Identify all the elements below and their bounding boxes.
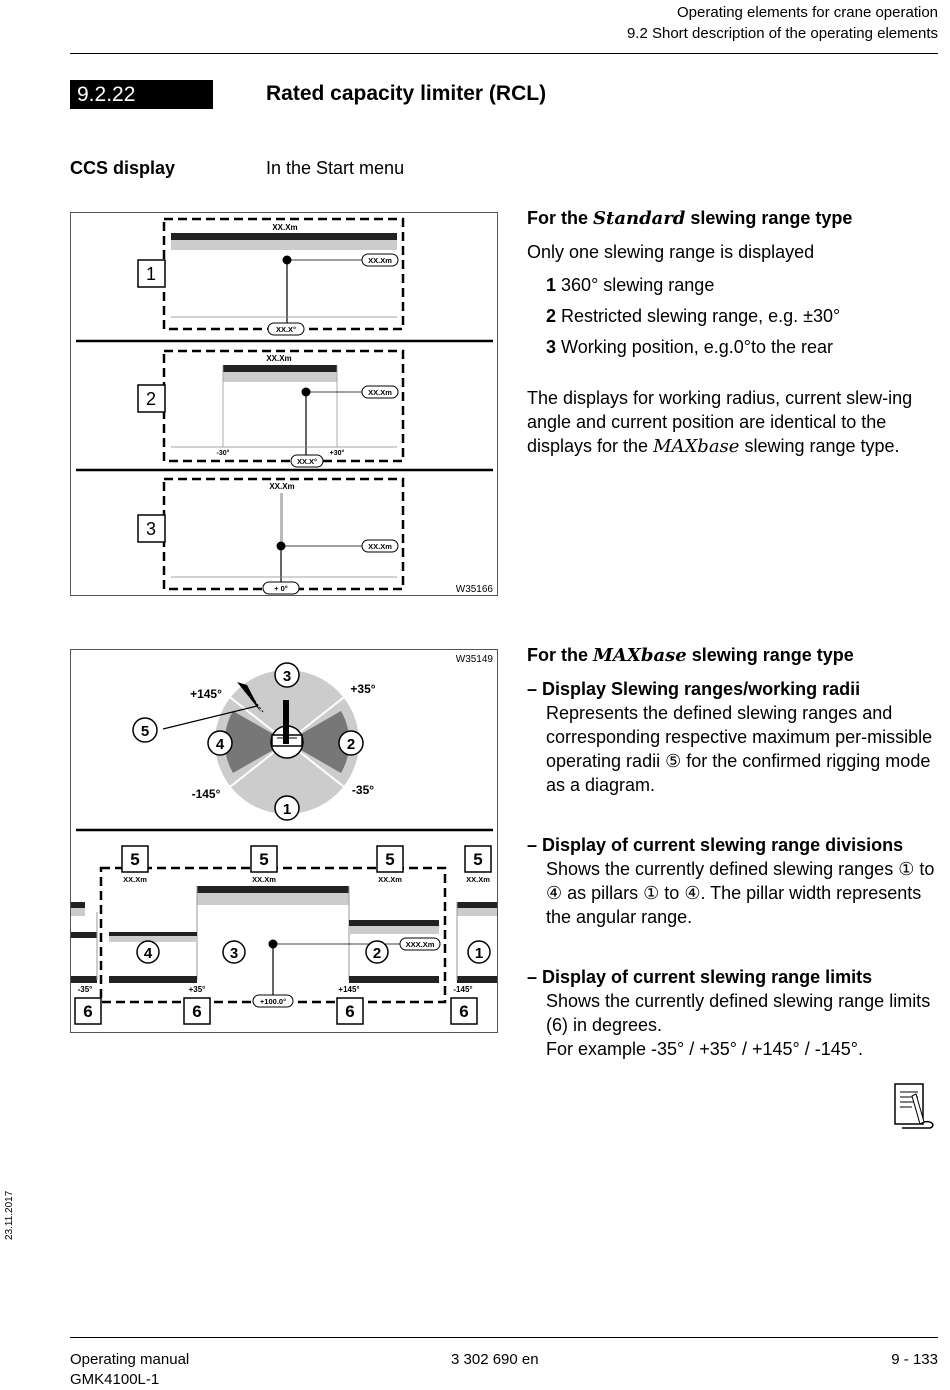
fig2-angle-m35: -35° xyxy=(351,783,375,797)
footer-manual: Operating manual xyxy=(70,1351,190,1368)
ccs-intro: In the Start menu xyxy=(266,158,405,178)
footer-page: 9 - 133 xyxy=(891,1351,938,1368)
fig2-box6-b: 6 xyxy=(192,1002,202,1021)
fig2-angle-p35: +35° xyxy=(350,682,376,696)
fig1-code: W35166 xyxy=(455,584,493,595)
fig1-p3-xxm-pill: XX.Xm xyxy=(368,542,392,551)
fig2-limit-4: -145° xyxy=(453,985,473,994)
fig1-p1-xxm-top: XX.Xm xyxy=(272,223,298,232)
header-line-1: Operating elements for crane operation xyxy=(677,4,938,21)
fig1-panel-3-label: 3 xyxy=(145,519,157,539)
fig2-limit-1: -35° xyxy=(77,985,93,994)
figure-maxbase-slewing xyxy=(70,649,498,1033)
ccs-display-label: CCS display xyxy=(70,158,176,178)
header-line-2: 9.2 Short description of the operating elements xyxy=(626,25,938,42)
maxbase-item-3-title: Display of current slewing range limits xyxy=(542,967,873,987)
list-item: 3 Working position, e.g.0°to the rear xyxy=(546,337,834,357)
standard-paragraph: The displays for working radius, current slew-ing angle and current position are identical to the displays for the MAXbase slewing range type. xyxy=(527,388,913,457)
fig2-box5-a: 5 xyxy=(130,850,140,869)
fig1-zero: + 0° xyxy=(274,584,288,593)
header-rule xyxy=(70,53,938,54)
fig1-p2-xxm-top: XX.Xm xyxy=(266,354,292,363)
fig1-p1-xxm-pill: XX.Xm xyxy=(368,256,392,265)
maxbase-item-2-title: Display of current slewing range divisions xyxy=(542,835,904,855)
fig2-pillar-4: 4 xyxy=(143,945,153,962)
list-item: 2 Restricted slewing range, e.g. ±30° xyxy=(546,306,841,326)
fig2-angle-readout: +100.0° xyxy=(259,997,287,1006)
fig1-panel-2-label: 2 xyxy=(145,389,157,409)
fig1-minus30: -30° xyxy=(216,450,230,457)
fig2-xxm-d: XX.Xm xyxy=(466,875,490,884)
section-number: 9.2.22 xyxy=(70,80,213,109)
standard-list xyxy=(527,273,939,359)
maxbase-item-1-text: Represents the defined slewing ranges and corresponding respective maximum per-missible operating radii ⑤ for the confirmed rigging mode as a diagram. xyxy=(546,703,933,795)
fig1-p2-xxdeg: XX.X° xyxy=(296,457,318,466)
list-item: – Display of current slewing range divisions Shows the currently defined slewing ranges ① to ④ as pillars ① to ④. The pillar width represents the angular range. xyxy=(527,833,939,929)
footer-docnum: 3 302 690 en xyxy=(451,1351,539,1368)
maxbase-block xyxy=(527,643,939,1061)
fig1-p1-xxdeg: XX.X° xyxy=(275,325,297,334)
note-document-icon xyxy=(892,1082,938,1135)
fig2-pillar-1: 1 xyxy=(474,945,484,962)
fig2-c1: 1 xyxy=(282,801,292,818)
fig2-angle-p145: +145° xyxy=(190,687,222,701)
footer-left xyxy=(70,1350,189,1390)
maxbase-heading: For the MAXbase slewing range type xyxy=(527,645,854,666)
fig2-box5-c: 5 xyxy=(385,850,395,869)
fig2-code: W35149 xyxy=(455,654,493,665)
fig2-c4: 4 xyxy=(215,736,225,753)
standard-lead: Only one slewing range is displayed xyxy=(527,242,815,262)
fig1-panel-1-label: 1 xyxy=(145,264,157,284)
list-item: 1 360° slewing range xyxy=(546,275,715,295)
fig2-xxm-a: XX.Xm xyxy=(123,875,147,884)
fig2-c3: 3 xyxy=(282,668,292,685)
fig2-limit-2: +35° xyxy=(188,985,206,994)
maxbase-item-3-text2: For example -35° / +35° / +145° / -145°. xyxy=(546,1039,863,1059)
fig2-limit-3: +145° xyxy=(338,985,360,994)
fig1-plus30: +30° xyxy=(329,450,345,457)
fig2-pillar-3: 3 xyxy=(229,945,239,962)
maxbase-item-3-text: Shows the currently defined slewing range limits (6) in degrees. xyxy=(546,991,931,1035)
list-item: – Display Slewing ranges/working radii Represents the defined slewing ranges and corresponding respective maximum per-missible operating radii ⑤ for the confirmed rigging mode as a diagram. xyxy=(527,677,939,797)
fig2-xxm-c: XX.Xm xyxy=(378,875,402,884)
fig2-box6-c: 6 xyxy=(345,1002,355,1021)
fig2-box5-d: 5 xyxy=(473,850,483,869)
fig2-box5-b: 5 xyxy=(259,850,269,869)
fig2-xxxm: XXX.Xm xyxy=(405,940,435,949)
fig2-xxm-b: XX.Xm xyxy=(252,875,276,884)
maxbase-item-1-title: Display Slewing ranges/working radii xyxy=(542,679,861,699)
list-item: – Display of current slewing range limits Shows the currently defined slewing range limits (6) in degrees. For example -35° / +35° / +145° / -145°. xyxy=(527,965,939,1061)
fig2-angle-m145: -145° xyxy=(191,787,221,801)
running-header xyxy=(627,2,938,44)
fig2-box6-a: 6 xyxy=(83,1002,93,1021)
figure-standard-slewing xyxy=(70,212,498,596)
footer-model: GMK4100L-1 xyxy=(70,1371,160,1388)
maxbase-item-2-text: Shows the currently defined slewing ranges ① to ④ as pillars ① to ④. The pillar width represents the angular range. xyxy=(546,859,935,927)
fig1-p3-xxm-top: XX.Xm xyxy=(269,482,295,491)
fig2-pillar-2: 2 xyxy=(372,945,382,962)
standard-block xyxy=(527,206,939,459)
fig2-c5: 5 xyxy=(140,723,150,740)
print-date: 23.11.2017 xyxy=(4,1190,15,1240)
standard-heading: For the Standard slewing range type xyxy=(527,208,853,229)
fig2-box6-d: 6 xyxy=(459,1002,469,1021)
fig2-c2: 2 xyxy=(346,736,356,753)
fig1-p2-xxm-pill: XX.Xm xyxy=(368,388,392,397)
footer-rule xyxy=(70,1337,938,1338)
section-title: Rated capacity limiter (RCL) xyxy=(266,82,547,105)
